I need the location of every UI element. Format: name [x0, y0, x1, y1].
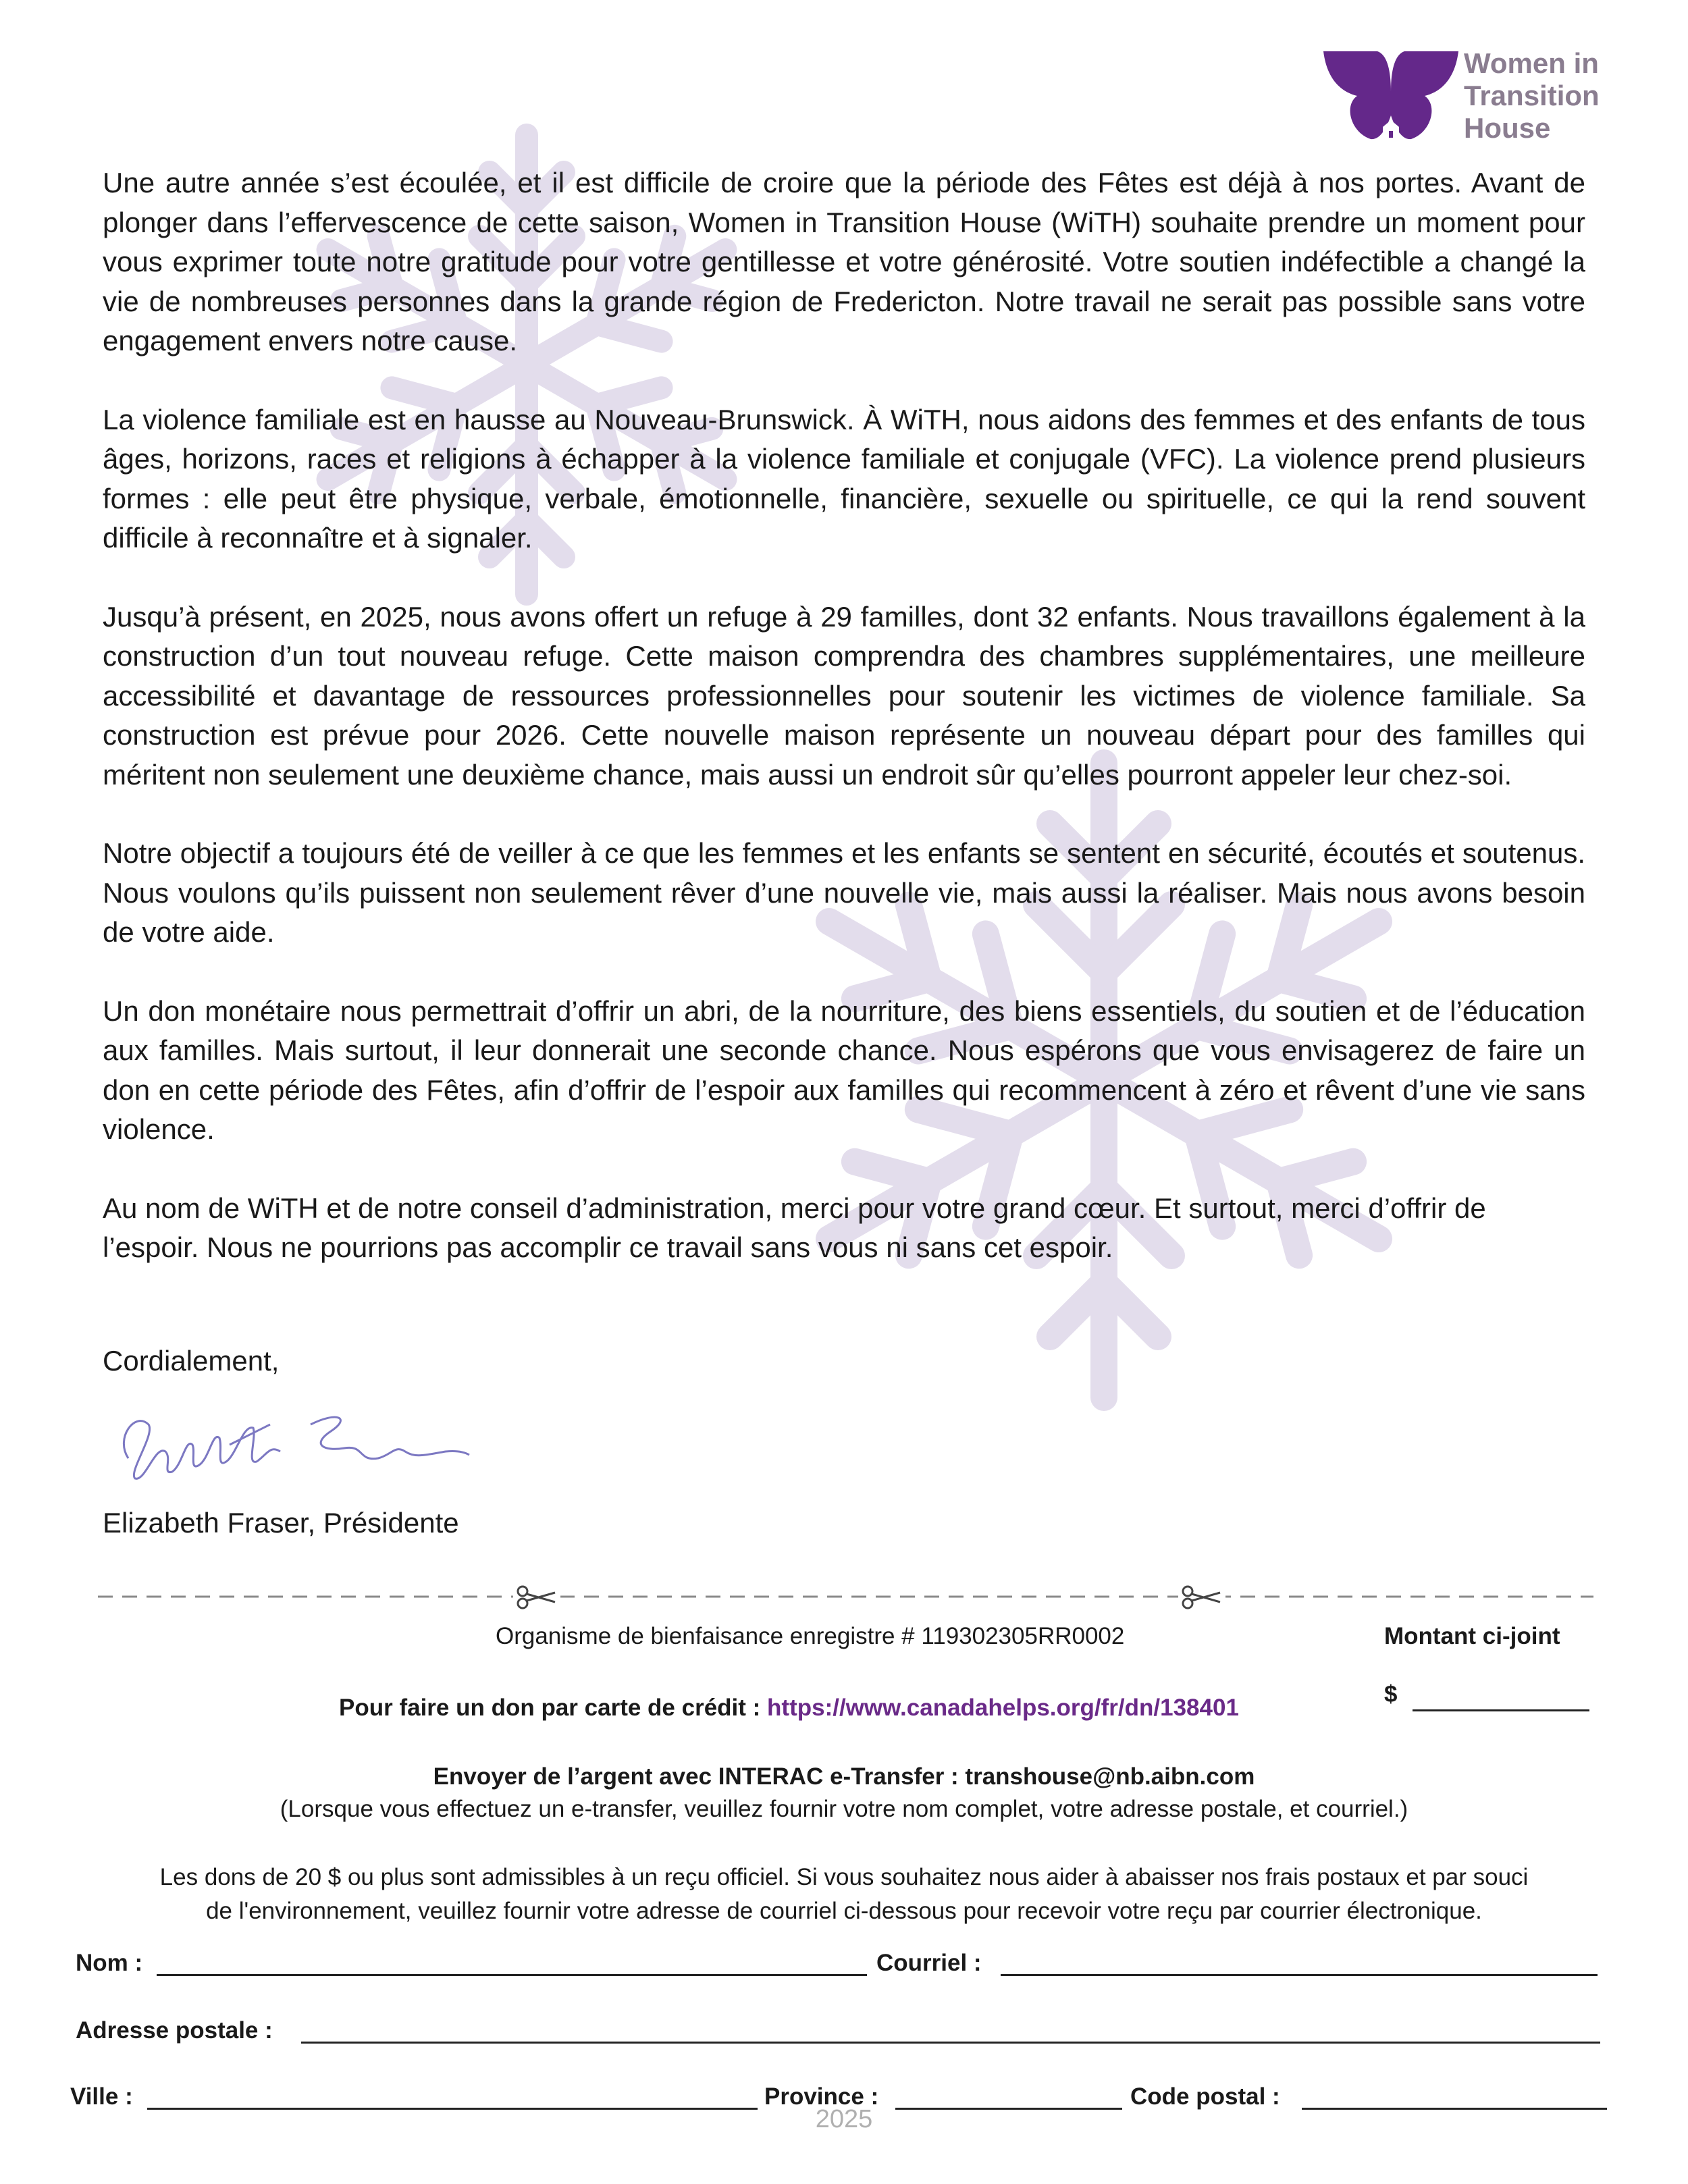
address-input[interactable]: [301, 2042, 1600, 2044]
dollar-sign: $: [1384, 1681, 1398, 1707]
canadahelps-link[interactable]: https://www.canadahelps.org/fr/dn/138401: [767, 1695, 1239, 1721]
interac-info: Envoyer de l’argent avec INTERAC e-Transfer : transhouse@nb.aibn.com: [433, 1763, 1255, 1790]
butterfly-logo-icon: [1323, 51, 1458, 142]
email-input[interactable]: [1001, 1974, 1598, 1976]
paragraph-shelter: Jusqu’à présent, en 2025, nous avons offert un refuge à 29 familles, dont 32 enfants. Nous travaillons également à la construction d’un tout nouveau refuge. Cette maison comprendra des chambres supplémentaires, une meilleure accessibilité et davantage de ressources professionnelles pour soutenir les victimes de violence familiale. Sa construction est prévue pour 2026. Cette nouvelle maison représente un nouveau départ pour des familles qui méritent non seulement une deuxième chance, mais aussi un endroit sûr qu’elles pourront appeler leur chez-soi.: [103, 600, 1585, 791]
credit-card-line: [339, 1695, 1239, 1722]
cut-line: [98, 1583, 1593, 1610]
logo-line-3: House: [1464, 112, 1551, 144]
interac-note: (Lorsque vous effectuez un e-transfer, veuillez fournir votre nom complet, votre adresse postale, et courriel.): [280, 1796, 1408, 1822]
paragraph-violence: La violence familiale est en hausse au Nouveau-Brunswick. À WiTH, nous aidons des femmes et des enfants de tous âges, horizons, races et religions à échapper à la violence familiale et conjugale (VFC). La violence prend plusieurs formes : elle peut être physique, verbale, émotionnelle, financière, sexuelle ou spirituelle, ce qui la rend souvent difficile à reconnaître et à signaler.: [103, 403, 1585, 554]
closing: Cordialement,: [103, 1345, 280, 1377]
province-label: Province :: [764, 2083, 879, 2110]
paragraph-intro: Une autre année s’est écoulée, et il est difficile de croire que la période des Fêtes est déjà à nos portes. Avant de plonger dans l’effervescence de cette saison, Women in Transition House (WiTH) souhaite prendre un moment pour vous exprimer toute notre gratitude pour votre gentillesse et votre générosité. Votre soutien indéfectible a changé la vie de nombreuses personnes dans la grande région de Fredericton. Notre travail ne serait pas possible sans votre engagement envers notre cause.: [103, 167, 1585, 356]
paragraph-donation: Un don monétaire nous permettrait d’offrir un abri, de la nourriture, des biens essentiels, du soutien et de l’éducation aux familles. Mais surtout, il leur donnerait une seconde chance. Nous espérons que vous envisagerez de faire un don en cette période des Fêtes, afin d’offrir de l’espoir aux familles qui recommencent à zéro et rêvent d’une vie sans violence.: [103, 994, 1585, 1145]
signature-image: [108, 1397, 473, 1492]
scissors-icon: [1178, 1586, 1225, 1608]
logo-wordmark: [1464, 47, 1600, 144]
name-label: Nom :: [76, 1950, 143, 1976]
paragraph-objective: Notre objectif a toujours été de veiller à ce que les femmes et les enfants se sentent en sécurité, écoutés et soutenus. Nous voulons qu’ils puissent non seulement rêver d’une nouvelle vie, mais aussi la réaliser. Mais nous avons besoin de votre aide.: [103, 837, 1585, 948]
postal-code-label: Code postal :: [1130, 2083, 1280, 2110]
credit-card-label: Pour faire un don par carte de crédit :: [339, 1695, 768, 1721]
amount-input[interactable]: [1413, 1709, 1589, 1711]
receipt-line-2: de l'environnement, veuillez fournir votre adresse de courriel ci-dessous pour recevoir votre reçu par courrier électronique.: [206, 1898, 1482, 1924]
letter-body: [103, 163, 1585, 1307]
city-label: Ville :: [70, 2083, 133, 2110]
paragraph-thanks: Au nom de WiTH et de notre conseil d’administration, merci pour votre grand cœur. Et surtout, merci d’offrir de l’espoir. Nous ne pourrions pas accomplir ce travail sans vous ni sans cet espoir.: [103, 1192, 1486, 1263]
scissors-icon: [513, 1586, 560, 1608]
logo-line-1: Women in: [1464, 47, 1599, 79]
logo-line-2: Transition: [1464, 80, 1600, 111]
address-label: Adresse postale :: [76, 2017, 273, 2044]
receipt-info: [68, 1861, 1620, 1928]
charity-number: Organisme de bienfaisance enregistre # 119302305RR0002: [496, 1623, 1125, 1649]
name-input[interactable]: [157, 1974, 867, 1976]
signer-name: Elizabeth Fraser, Présidente: [103, 1507, 459, 1539]
footer-year: 2025: [815, 2105, 873, 2133]
email-label: Courriel :: [876, 1950, 982, 1976]
receipt-line-1: Les dons de 20 $ ou plus sont admissibles à un reçu officiel. Si vous souhaitez nous aider à abaisser nos frais postaux et par souci: [159, 1864, 1529, 1890]
amount-label: Montant ci-joint: [1384, 1623, 1560, 1649]
